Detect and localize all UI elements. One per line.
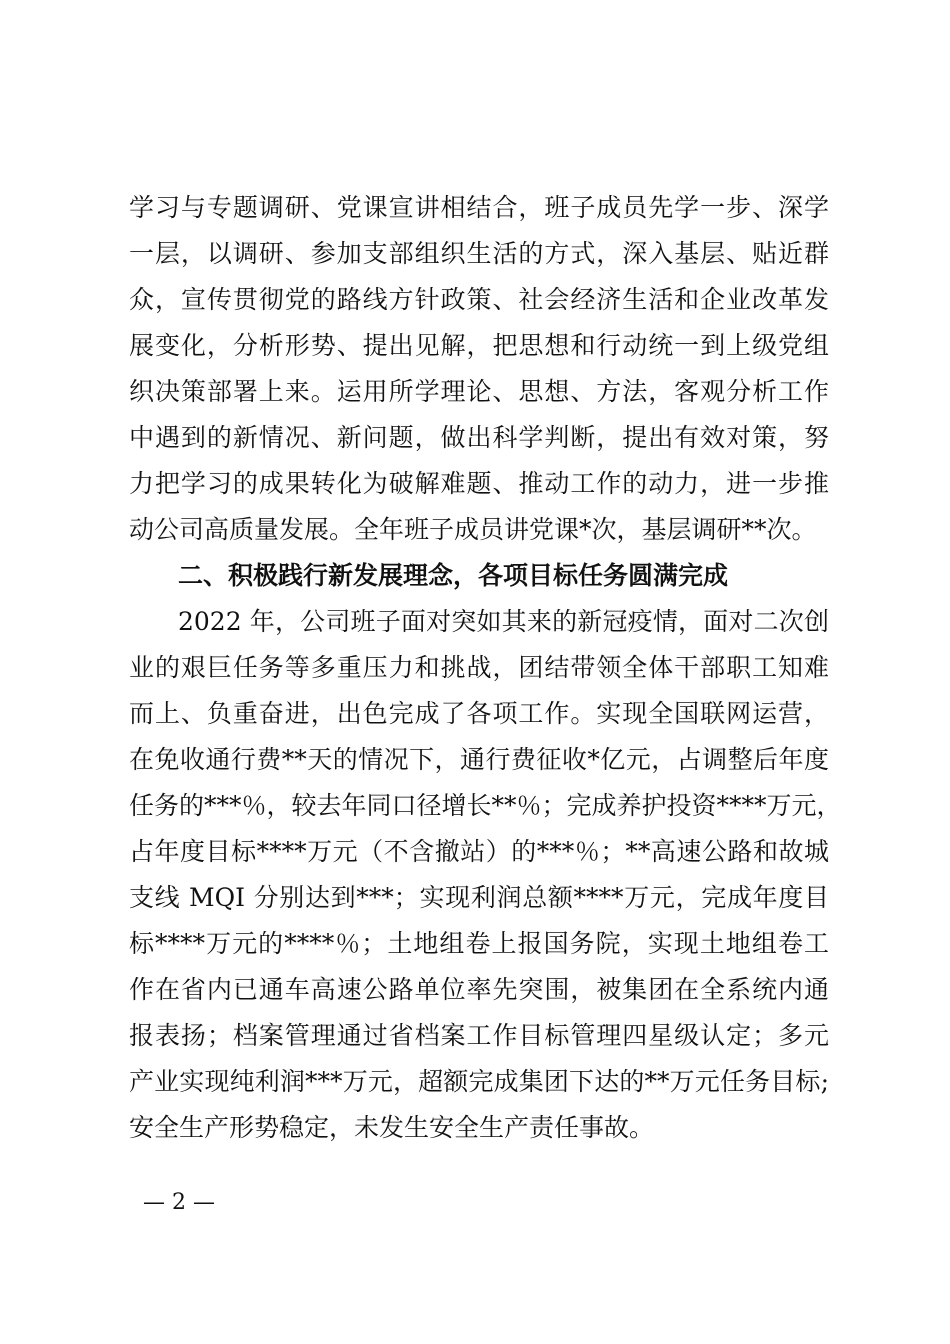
paragraph-line: 业的艰巨任务等多重压力和挑战，团结带领全体干部职工知难	[129, 653, 829, 682]
paragraph-line: 学习与专题调研、党课宣讲相结合，班子成员先学一步、深学	[129, 193, 829, 222]
paragraph-line: 在免收通行费**天的情况下，通行费征收*亿元，占调整后年度	[129, 745, 829, 774]
paragraph-line: 支线 MQI 分别达到***；实现利润总额****万元，完成年度目	[129, 883, 829, 912]
paragraph-line: 任务的***％，较去年同口径增长**％；完成养护投资****万元，	[129, 791, 842, 820]
paragraph-line: 织决策部署上来。运用所学理论、思想、方法，客观分析工作	[129, 377, 829, 406]
paragraph-line: 展变化，分析形势、提出见解，把思想和行动统一到上级党组	[129, 331, 829, 360]
paragraph-line: 报表扬；档案管理通过省档案工作目标管理四星级认定；多元	[129, 1021, 829, 1050]
page-number: — 2 —	[143, 1190, 215, 1215]
paragraph-line: 而上、负重奋进，出色完成了各项工作。实现全国联网运营，	[129, 699, 829, 728]
paragraph-line: 动公司高质量发展。全年班子成员讲党课*次，基层调研**次。	[129, 515, 817, 544]
paragraph-line: 中遇到的新情况、新问题，做出科学判断，提出有效对策，努	[129, 423, 829, 452]
paragraph-line: 一层，以调研、参加支部组织生活的方式，深入基层、贴近群	[129, 239, 829, 268]
paragraph-line: 作在省内已通车高速公路单位率先突围，被集团在全系统内通	[129, 975, 829, 1004]
section-heading: 二、积极践行新发展理念，各项目标任务圆满完成	[178, 561, 729, 590]
paragraph-line: 产业实现纯利润***万元，超额完成集团下达的**万元任务目标;	[129, 1067, 829, 1096]
paragraph-line: 2022 年，公司班子面对突如其来的新冠疫情，面对二次创	[178, 607, 829, 636]
paragraph-line: 众，宣传贯彻党的路线方针政策、社会经济生活和企业改革发	[129, 285, 829, 314]
paragraph-line: 标****万元的****％；土地组卷上报国务院，实现土地组卷工	[129, 929, 829, 958]
paragraph-line: 安全生产形势稳定，未发生安全生产责任事故。	[129, 1113, 655, 1142]
paragraph-line: 占年度目标****万元（不含撤站）的***％；**高速公路和故城	[129, 837, 829, 866]
paragraph-line: 力把学习的成果转化为破解难题、推动工作的动力，进一步推	[129, 469, 829, 498]
